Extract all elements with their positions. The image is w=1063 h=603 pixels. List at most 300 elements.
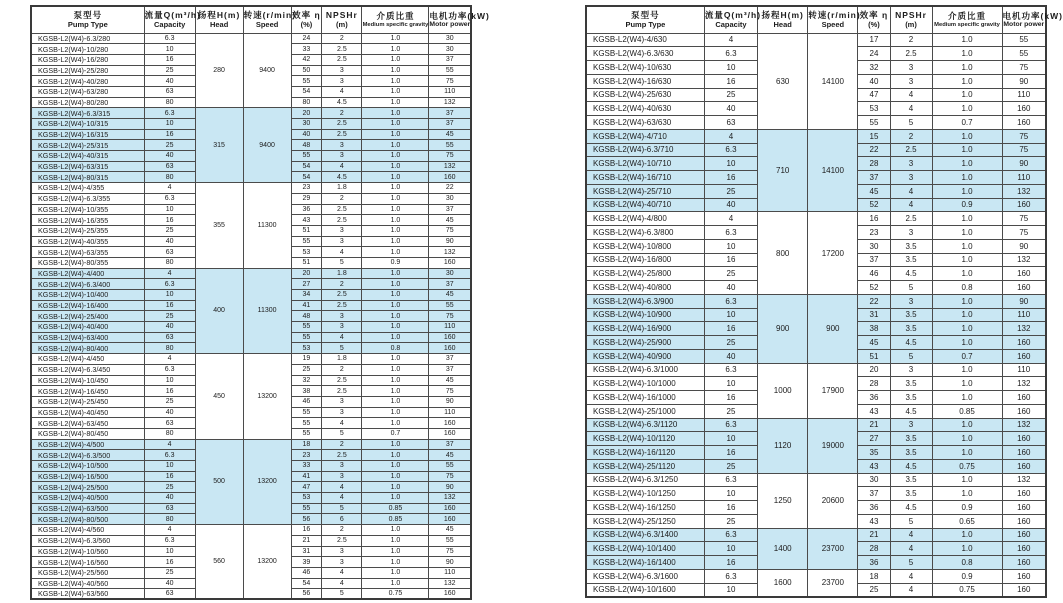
cell-npshr: 3 bbox=[890, 226, 932, 240]
cell-efficiency: 46 bbox=[858, 267, 890, 281]
cell-specific-gravity: 1.0 bbox=[932, 487, 1002, 501]
cell-specific-gravity: 1.0 bbox=[362, 471, 429, 482]
cell-efficiency: 34 bbox=[291, 290, 322, 301]
cell-efficiency: 21 bbox=[291, 535, 322, 546]
cell-motor-power: 110 bbox=[1002, 308, 1046, 322]
cell-pump-type: KGSB-L2(W4)-6.3/630 bbox=[586, 47, 704, 61]
cell-specific-gravity: 1.0 bbox=[932, 446, 1002, 460]
cell-npshr: 2 bbox=[322, 364, 362, 375]
cell-pump-type: KGSB-L2(W4)-6.3/280 bbox=[31, 33, 144, 44]
header-row bbox=[586, 6, 1046, 33]
cell-pump-type: KGSB-L2(W4)-25/630 bbox=[586, 88, 704, 102]
cell-efficiency: 51 bbox=[291, 225, 322, 236]
cell-npshr: 4.5 bbox=[322, 172, 362, 183]
cell-pump-type: KGSB-L2(W4)-6.3/400 bbox=[31, 279, 144, 290]
cell-specific-gravity: 0.7 bbox=[362, 428, 429, 439]
cell-motor-power: 30 bbox=[429, 193, 471, 204]
cell-pump-type: KGSB-L2(W4)-10/280 bbox=[31, 44, 144, 55]
cell-pump-type: KGSB-L2(W4)-6.3/900 bbox=[586, 294, 704, 308]
cell-efficiency: 23 bbox=[858, 226, 890, 240]
cell-capacity: 4 bbox=[144, 525, 195, 536]
cell-capacity: 6.3 bbox=[704, 226, 757, 240]
cell-capacity: 6.3 bbox=[704, 294, 757, 308]
cell-npshr: 2 bbox=[322, 108, 362, 119]
cell-head-merged: 315 bbox=[195, 108, 243, 183]
cell-head-merged: 1000 bbox=[758, 363, 808, 418]
cell-pump-type: KGSB-L2(W4)-10/900 bbox=[586, 308, 704, 322]
cell-capacity: 6.3 bbox=[144, 108, 195, 119]
cell-pump-type: KGSB-L2(W4)-6.3/355 bbox=[31, 193, 144, 204]
cell-capacity: 16 bbox=[704, 171, 757, 185]
cell-specific-gravity: 1.0 bbox=[932, 33, 1002, 47]
cell-motor-power: 160 bbox=[1002, 542, 1046, 556]
cell-pump-type: KGSB-L2(W4)-6.3/450 bbox=[31, 364, 144, 375]
column-header-speed: 转速(r/min) Speed bbox=[243, 6, 291, 33]
cell-capacity: 10 bbox=[144, 204, 195, 215]
cell-pump-type: KGSB-L2(W4)-80/280 bbox=[31, 97, 144, 108]
cell-efficiency: 29 bbox=[291, 193, 322, 204]
cell-specific-gravity: 1.0 bbox=[362, 375, 429, 386]
table-row bbox=[586, 473, 1046, 487]
cell-pump-type: KGSB-L2(W4)-6.3/1250 bbox=[586, 473, 704, 487]
cell-npshr: 2.5 bbox=[890, 143, 932, 157]
cell-capacity: 6.3 bbox=[144, 450, 195, 461]
cell-motor-power: 75 bbox=[429, 386, 471, 397]
cell-pump-type: KGSB-L2(W4)-6.3/1000 bbox=[586, 363, 704, 377]
cell-pump-type: KGSB-L2(W4)-16/800 bbox=[586, 253, 704, 267]
cell-motor-power: 30 bbox=[429, 268, 471, 279]
cell-motor-power: 75 bbox=[1002, 61, 1046, 75]
cell-capacity: 16 bbox=[704, 74, 757, 88]
cell-specific-gravity: 1.0 bbox=[932, 171, 1002, 185]
cell-capacity: 80 bbox=[144, 343, 195, 354]
cell-capacity: 80 bbox=[144, 97, 195, 108]
cell-efficiency: 42 bbox=[291, 54, 322, 65]
cell-npshr: 3.5 bbox=[890, 253, 932, 267]
cell-motor-power: 110 bbox=[429, 567, 471, 578]
cell-npshr: 2.5 bbox=[890, 212, 932, 226]
cell-efficiency: 22 bbox=[858, 294, 890, 308]
cell-pump-type: KGSB-L2(W4)-25/1000 bbox=[586, 404, 704, 418]
cell-efficiency: 36 bbox=[291, 204, 322, 215]
cell-npshr: 3 bbox=[322, 407, 362, 418]
cell-capacity: 40 bbox=[144, 578, 195, 589]
cell-pump-type: KGSB-L2(W4)-10/315 bbox=[31, 119, 144, 130]
cell-capacity: 10 bbox=[704, 308, 757, 322]
cell-specific-gravity: 1.0 bbox=[362, 65, 429, 76]
cell-capacity: 63 bbox=[144, 589, 195, 600]
cell-motor-power: 45 bbox=[429, 290, 471, 301]
cell-motor-power: 75 bbox=[429, 311, 471, 322]
cell-npshr: 3 bbox=[322, 471, 362, 482]
cell-efficiency: 46 bbox=[291, 396, 322, 407]
cell-pump-type: KGSB-L2(W4)-16/400 bbox=[31, 300, 144, 311]
cell-motor-power: 160 bbox=[1002, 349, 1046, 363]
cell-pump-type: KGSB-L2(W4)-25/800 bbox=[586, 267, 704, 281]
cell-pump-type: KGSB-L2(W4)-25/400 bbox=[31, 311, 144, 322]
cell-motor-power: 160 bbox=[1002, 501, 1046, 515]
cell-motor-power: 75 bbox=[429, 151, 471, 162]
column-header-type: 泵型号 Pump Type bbox=[31, 6, 144, 33]
column-header-power: 电机功率(kW) Motor power bbox=[429, 6, 471, 33]
cell-speed-merged: 23700 bbox=[808, 569, 858, 597]
cell-capacity: 10 bbox=[144, 375, 195, 386]
cell-npshr: 3.5 bbox=[890, 239, 932, 253]
cell-capacity: 63 bbox=[144, 161, 195, 172]
cell-npshr: 3 bbox=[890, 294, 932, 308]
cell-pump-type: KGSB-L2(W4)-63/630 bbox=[586, 116, 704, 130]
cell-efficiency: 55 bbox=[291, 503, 322, 514]
cell-speed-merged: 11300 bbox=[243, 268, 291, 354]
cell-pump-type: KGSB-L2(W4)-80/500 bbox=[31, 514, 144, 525]
cell-specific-gravity: 1.0 bbox=[362, 322, 429, 333]
cell-pump-type: KGSB-L2(W4)-16/280 bbox=[31, 54, 144, 65]
cell-motor-power: 160 bbox=[429, 503, 471, 514]
cell-specific-gravity: 1.0 bbox=[362, 567, 429, 578]
cell-specific-gravity: 1.0 bbox=[932, 143, 1002, 157]
cell-specific-gravity: 1.0 bbox=[932, 184, 1002, 198]
cell-speed-merged: 9400 bbox=[243, 33, 291, 108]
cell-speed-merged: 13200 bbox=[243, 525, 291, 600]
cell-npshr: 3 bbox=[890, 418, 932, 432]
cell-efficiency: 24 bbox=[291, 33, 322, 44]
cell-specific-gravity: 1.0 bbox=[932, 418, 1002, 432]
cell-pump-type: KGSB-L2(W4)-4/800 bbox=[586, 212, 704, 226]
cell-efficiency: 24 bbox=[858, 47, 890, 61]
cell-specific-gravity: 1.0 bbox=[362, 364, 429, 375]
cell-motor-power: 132 bbox=[1002, 184, 1046, 198]
cell-npshr: 3 bbox=[890, 363, 932, 377]
cell-pump-type: KGSB-L2(W4)-16/355 bbox=[31, 215, 144, 226]
cell-npshr: 4 bbox=[890, 583, 932, 597]
cell-npshr: 2 bbox=[322, 33, 362, 44]
cell-speed-merged: 14100 bbox=[808, 33, 858, 129]
cell-specific-gravity: 1.0 bbox=[362, 418, 429, 429]
cell-specific-gravity: 1.0 bbox=[362, 119, 429, 130]
cell-speed-merged: 19000 bbox=[808, 418, 858, 473]
cell-efficiency: 55 bbox=[291, 407, 322, 418]
cell-efficiency: 30 bbox=[858, 239, 890, 253]
cell-npshr: 4 bbox=[322, 332, 362, 343]
cell-pump-type: KGSB-L2(W4)-6.3/710 bbox=[586, 143, 704, 157]
cell-capacity: 80 bbox=[144, 428, 195, 439]
cell-efficiency: 36 bbox=[858, 501, 890, 515]
cell-capacity: 63 bbox=[704, 116, 757, 130]
cell-specific-gravity: 1.0 bbox=[362, 535, 429, 546]
cell-specific-gravity: 1.0 bbox=[362, 407, 429, 418]
column-header-head: 扬程H(m) Head bbox=[758, 6, 808, 33]
cell-pump-type: KGSB-L2(W4)-16/900 bbox=[586, 322, 704, 336]
cell-efficiency: 53 bbox=[291, 247, 322, 258]
cell-specific-gravity: 1.0 bbox=[362, 578, 429, 589]
cell-motor-power: 160 bbox=[429, 332, 471, 343]
cell-speed-merged: 17900 bbox=[808, 363, 858, 418]
cell-efficiency: 55 bbox=[291, 236, 322, 247]
cell-efficiency: 55 bbox=[291, 418, 322, 429]
cell-specific-gravity: 0.9 bbox=[932, 569, 1002, 583]
cell-capacity: 25 bbox=[704, 267, 757, 281]
cell-efficiency: 21 bbox=[858, 528, 890, 542]
cell-capacity: 80 bbox=[144, 257, 195, 268]
cell-npshr: 1.8 bbox=[322, 354, 362, 365]
cell-npshr: 2.5 bbox=[322, 54, 362, 65]
cell-npshr: 3 bbox=[322, 322, 362, 333]
cell-efficiency: 53 bbox=[291, 493, 322, 504]
cell-specific-gravity: 1.0 bbox=[932, 88, 1002, 102]
cell-efficiency: 35 bbox=[858, 446, 890, 460]
pump-table-left bbox=[30, 5, 490, 600]
cell-pump-type: KGSB-L2(W4)-40/710 bbox=[586, 198, 704, 212]
cell-npshr: 2 bbox=[890, 129, 932, 143]
cell-capacity: 10 bbox=[704, 583, 757, 597]
cell-npshr: 3 bbox=[322, 236, 362, 247]
cell-efficiency: 33 bbox=[291, 461, 322, 472]
cell-npshr: 2 bbox=[322, 193, 362, 204]
cell-efficiency: 37 bbox=[858, 487, 890, 501]
cell-motor-power: 55 bbox=[429, 461, 471, 472]
cell-efficiency: 39 bbox=[291, 557, 322, 568]
cell-pump-type: KGSB-L2(W4)-10/400 bbox=[31, 290, 144, 301]
cell-capacity: 40 bbox=[144, 151, 195, 162]
cell-capacity: 63 bbox=[144, 418, 195, 429]
cell-capacity: 16 bbox=[704, 446, 757, 460]
cell-specific-gravity: 1.0 bbox=[932, 432, 1002, 446]
cell-motor-power: 160 bbox=[1002, 432, 1046, 446]
cell-npshr: 3 bbox=[322, 557, 362, 568]
cell-motor-power: 110 bbox=[1002, 363, 1046, 377]
cell-specific-gravity: 1.0 bbox=[362, 386, 429, 397]
cell-specific-gravity: 1.0 bbox=[362, 279, 429, 290]
cell-efficiency: 23 bbox=[291, 450, 322, 461]
cell-pump-type: KGSB-L2(W4)-63/400 bbox=[31, 332, 144, 343]
column-header-power: 电机功率(kW) Motor power bbox=[1002, 6, 1046, 33]
column-header-eff: 效率 η (%) bbox=[291, 6, 322, 33]
cell-efficiency: 45 bbox=[858, 336, 890, 350]
cell-capacity: 6.3 bbox=[144, 193, 195, 204]
cell-npshr: 5 bbox=[890, 556, 932, 570]
cell-motor-power: 160 bbox=[1002, 514, 1046, 528]
cell-npshr: 2.5 bbox=[322, 215, 362, 226]
cell-capacity: 40 bbox=[144, 236, 195, 247]
cell-efficiency: 51 bbox=[291, 257, 322, 268]
cell-motor-power: 132 bbox=[429, 493, 471, 504]
cell-pump-type: KGSB-L2(W4)-10/1250 bbox=[586, 487, 704, 501]
cell-pump-type: KGSB-L2(W4)-80/355 bbox=[31, 257, 144, 268]
cell-capacity: 4 bbox=[144, 439, 195, 450]
cell-specific-gravity: 1.0 bbox=[362, 236, 429, 247]
cell-motor-power: 55 bbox=[429, 300, 471, 311]
column-header-capacity: 流量Q(m³/h) Capacity bbox=[704, 6, 757, 33]
cell-capacity: 10 bbox=[704, 239, 757, 253]
cell-pump-type: KGSB-L2(W4)-4/355 bbox=[31, 183, 144, 194]
cell-pump-type: KGSB-L2(W4)-16/560 bbox=[31, 557, 144, 568]
cell-efficiency: 27 bbox=[291, 279, 322, 290]
cell-specific-gravity: 0.75 bbox=[932, 583, 1002, 597]
table-row bbox=[586, 212, 1046, 226]
cell-capacity: 40 bbox=[144, 493, 195, 504]
cell-capacity: 63 bbox=[144, 247, 195, 258]
cell-speed-merged: 13200 bbox=[243, 354, 291, 440]
table-row bbox=[31, 268, 471, 279]
cell-capacity: 40 bbox=[704, 102, 757, 116]
cell-specific-gravity: 1.0 bbox=[932, 336, 1002, 350]
cell-npshr: 4 bbox=[322, 567, 362, 578]
cell-specific-gravity: 1.0 bbox=[932, 212, 1002, 226]
cell-pump-type: KGSB-L2(W4)-4/630 bbox=[586, 33, 704, 47]
cell-npshr: 5 bbox=[890, 116, 932, 130]
cell-pump-type: KGSB-L2(W4)-4/710 bbox=[586, 129, 704, 143]
cell-efficiency: 28 bbox=[858, 542, 890, 556]
cell-efficiency: 43 bbox=[858, 514, 890, 528]
cell-efficiency: 19 bbox=[291, 354, 322, 365]
cell-npshr: 4 bbox=[890, 102, 932, 116]
cell-npshr: 1.8 bbox=[322, 183, 362, 194]
cell-npshr: 3.5 bbox=[890, 446, 932, 460]
cell-motor-power: 37 bbox=[429, 204, 471, 215]
table-row bbox=[586, 129, 1046, 143]
cell-motor-power: 55 bbox=[429, 65, 471, 76]
table-row bbox=[31, 354, 471, 365]
cell-efficiency: 16 bbox=[291, 525, 322, 536]
cell-npshr: 4.5 bbox=[322, 97, 362, 108]
cell-npshr: 2 bbox=[322, 279, 362, 290]
cell-capacity: 4 bbox=[704, 129, 757, 143]
cell-pump-type: KGSB-L2(W4)-63/315 bbox=[31, 161, 144, 172]
cell-npshr: 3 bbox=[322, 311, 362, 322]
cell-efficiency: 47 bbox=[291, 482, 322, 493]
cell-head-merged: 1600 bbox=[758, 569, 808, 597]
cell-motor-power: 160 bbox=[1002, 267, 1046, 281]
cell-capacity: 63 bbox=[144, 503, 195, 514]
cell-efficiency: 54 bbox=[291, 578, 322, 589]
cell-motor-power: 110 bbox=[429, 407, 471, 418]
cell-efficiency: 43 bbox=[858, 459, 890, 473]
cell-pump-type: KGSB-L2(W4)-25/900 bbox=[586, 336, 704, 350]
cell-pump-type: KGSB-L2(W4)-25/450 bbox=[31, 396, 144, 407]
cell-specific-gravity: 1.0 bbox=[362, 493, 429, 504]
cell-specific-gravity: 1.0 bbox=[362, 546, 429, 557]
cell-capacity: 10 bbox=[704, 61, 757, 75]
column-header-gravity: 介质比重 Medium specific gravity bbox=[932, 6, 1002, 33]
cell-capacity: 4 bbox=[144, 354, 195, 365]
cell-capacity: 10 bbox=[704, 432, 757, 446]
cell-npshr: 3 bbox=[322, 151, 362, 162]
cell-pump-type: KGSB-L2(W4)-10/450 bbox=[31, 375, 144, 386]
cell-npshr: 3.5 bbox=[890, 308, 932, 322]
cell-motor-power: 90 bbox=[429, 482, 471, 493]
cell-efficiency: 28 bbox=[858, 377, 890, 391]
cell-specific-gravity: 0.9 bbox=[932, 501, 1002, 515]
cell-pump-type: KGSB-L2(W4)-40/900 bbox=[586, 349, 704, 363]
cell-specific-gravity: 1.0 bbox=[362, 108, 429, 119]
cell-pump-type: KGSB-L2(W4)-10/355 bbox=[31, 204, 144, 215]
cell-capacity: 6.3 bbox=[704, 363, 757, 377]
cell-capacity: 10 bbox=[704, 377, 757, 391]
cell-capacity: 25 bbox=[144, 311, 195, 322]
cell-pump-type: KGSB-L2(W4)-4/400 bbox=[31, 268, 144, 279]
cell-specific-gravity: 1.0 bbox=[362, 33, 429, 44]
cell-specific-gravity: 0.7 bbox=[932, 116, 1002, 130]
cell-npshr: 4 bbox=[322, 578, 362, 589]
cell-efficiency: 56 bbox=[291, 514, 322, 525]
cell-capacity: 16 bbox=[144, 54, 195, 65]
cell-specific-gravity: 1.0 bbox=[932, 363, 1002, 377]
cell-motor-power: 90 bbox=[1002, 239, 1046, 253]
cell-motor-power: 75 bbox=[1002, 129, 1046, 143]
cell-specific-gravity: 1.0 bbox=[932, 157, 1002, 171]
cell-capacity: 16 bbox=[144, 386, 195, 397]
cell-head-merged: 560 bbox=[195, 525, 243, 600]
cell-efficiency: 30 bbox=[291, 119, 322, 130]
cell-motor-power: 160 bbox=[429, 418, 471, 429]
cell-npshr: 4 bbox=[322, 493, 362, 504]
table-row bbox=[586, 33, 1046, 47]
cell-specific-gravity: 1.0 bbox=[932, 473, 1002, 487]
cell-specific-gravity: 1.0 bbox=[362, 172, 429, 183]
cell-specific-gravity: 1.0 bbox=[362, 247, 429, 258]
cell-pump-type: KGSB-L2(W4)-16/630 bbox=[586, 74, 704, 88]
cell-specific-gravity: 1.0 bbox=[362, 557, 429, 568]
cell-efficiency: 22 bbox=[858, 143, 890, 157]
cell-specific-gravity: 1.0 bbox=[362, 396, 429, 407]
cell-efficiency: 36 bbox=[858, 391, 890, 405]
cell-specific-gravity: 1.0 bbox=[362, 151, 429, 162]
cell-npshr: 3 bbox=[322, 76, 362, 87]
cell-specific-gravity: 1.0 bbox=[932, 61, 1002, 75]
cell-pump-type: KGSB-L2(W4)-10/1000 bbox=[586, 377, 704, 391]
cell-head-merged: 1120 bbox=[758, 418, 808, 473]
cell-capacity: 40 bbox=[144, 322, 195, 333]
cell-efficiency: 52 bbox=[858, 198, 890, 212]
cell-npshr: 3 bbox=[890, 171, 932, 185]
cell-pump-type: KGSB-L2(W4)-40/450 bbox=[31, 407, 144, 418]
cell-efficiency: 21 bbox=[858, 418, 890, 432]
cell-motor-power: 132 bbox=[429, 247, 471, 258]
cell-npshr: 2.5 bbox=[322, 375, 362, 386]
cell-capacity: 6.3 bbox=[704, 569, 757, 583]
cell-capacity: 16 bbox=[704, 391, 757, 405]
cell-efficiency: 20 bbox=[291, 268, 322, 279]
cell-efficiency: 36 bbox=[858, 556, 890, 570]
cell-specific-gravity: 0.7 bbox=[932, 349, 1002, 363]
cell-pump-type: KGSB-L2(W4)-4/450 bbox=[31, 354, 144, 365]
cell-npshr: 4 bbox=[890, 198, 932, 212]
cell-motor-power: 132 bbox=[1002, 418, 1046, 432]
cell-capacity: 25 bbox=[144, 482, 195, 493]
cell-npshr: 2.5 bbox=[322, 204, 362, 215]
cell-capacity: 40 bbox=[704, 281, 757, 295]
cell-motor-power: 30 bbox=[429, 33, 471, 44]
cell-npshr: 3 bbox=[322, 140, 362, 151]
cell-efficiency: 25 bbox=[858, 583, 890, 597]
cell-efficiency: 48 bbox=[291, 311, 322, 322]
cell-npshr: 5 bbox=[890, 281, 932, 295]
cell-pump-type: KGSB-L2(W4)-25/280 bbox=[31, 65, 144, 76]
cell-capacity: 25 bbox=[144, 567, 195, 578]
cell-npshr: 4 bbox=[322, 86, 362, 97]
cell-specific-gravity: 0.8 bbox=[932, 556, 1002, 570]
cell-capacity: 25 bbox=[704, 184, 757, 198]
cell-npshr: 3.5 bbox=[890, 377, 932, 391]
cell-specific-gravity: 0.9 bbox=[932, 198, 1002, 212]
cell-motor-power: 132 bbox=[429, 97, 471, 108]
cell-npshr: 4.5 bbox=[890, 501, 932, 515]
cell-specific-gravity: 0.8 bbox=[932, 281, 1002, 295]
cell-capacity: 10 bbox=[144, 290, 195, 301]
cell-speed-merged: 11300 bbox=[243, 183, 291, 269]
cell-efficiency: 23 bbox=[291, 183, 322, 194]
cell-capacity: 10 bbox=[704, 542, 757, 556]
